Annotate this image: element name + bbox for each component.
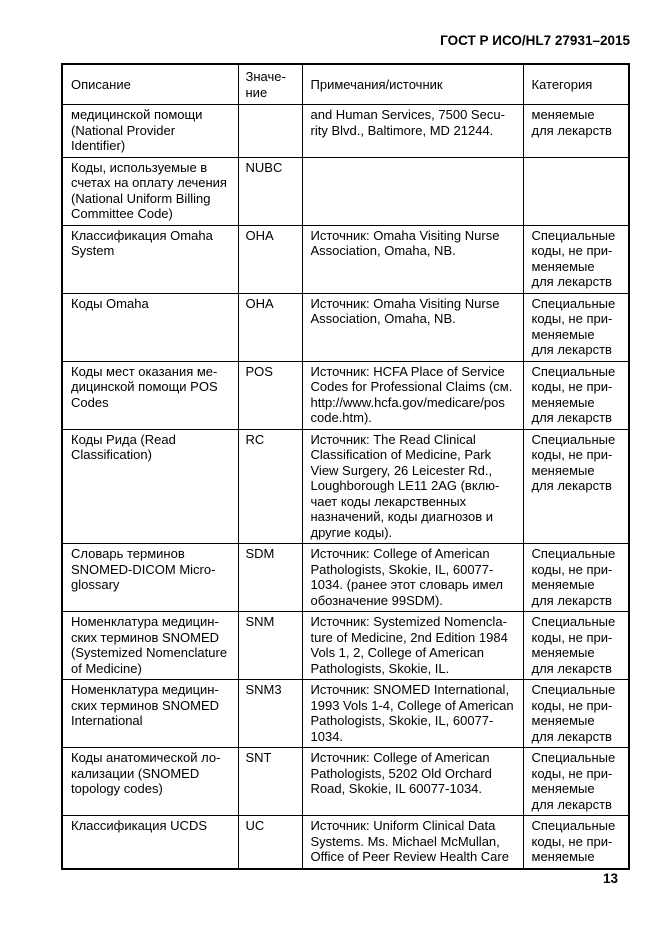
cell-description: Коды Omaha: [62, 293, 238, 361]
cell-value: SNT: [238, 748, 302, 816]
cell-notes: Источник: SNOMED International, 1993 Vols 1-4, College of American Pathologists, Skokie, IL, 60077-1034.: [302, 680, 523, 748]
page-number: 13: [602, 871, 618, 886]
cell-value: POS: [238, 361, 302, 429]
cell-notes: Источник: Omaha Visiting Nurse Association, Omaha, NB.: [302, 225, 523, 293]
cell-notes: Источник: Uniform Clinical Data Systems. Ms. Michael McMullan, Office of Peer Review Health Care: [302, 816, 523, 869]
cell-notes: Источник: The Read Clinical Classification of Medicine, Park View Surgery, 26 Leicester Rd., Loughborough LE11 2AG (включает коды лекарственных назначений, коды диагнозов и другие коды).: [302, 429, 523, 544]
cell-value: SDM: [238, 544, 302, 612]
cell-description: Коды мест оказания медицинской помощи POS Codes: [62, 361, 238, 429]
cell-notes: Источник: College of American Pathologists, Skokie, IL, 60077-1034. (ранее этот словарь имел обозначение 99SDM).: [302, 544, 523, 612]
table-row: [62, 157, 629, 225]
table-row: [62, 105, 629, 158]
cell-description: Номенклатура медицинских терминов SNOMED (Systemized Nomenclature of Medicine): [62, 612, 238, 680]
cell-value: SNM: [238, 612, 302, 680]
cell-description: Классификация UCDS: [62, 816, 238, 869]
table-row: [62, 680, 629, 748]
cell-value: [238, 105, 302, 158]
table-row: [62, 748, 629, 816]
col-header-description: Описание: [62, 64, 238, 105]
document-header-title: ГОСТ Р ИСО/HL7 27931–2015: [440, 33, 630, 48]
cell-value: RC: [238, 429, 302, 544]
cell-category: Специальные коды, не применяемые для лекарств: [523, 361, 629, 429]
cell-value: OHA: [238, 225, 302, 293]
cell-value: NUBC: [238, 157, 302, 225]
table-row: [62, 612, 629, 680]
coding-systems-table: [61, 63, 630, 870]
table-row: [62, 429, 629, 544]
cell-notes: Источник: College of American Pathologists, 5202 Old Orchard Road, Skokie, IL 60077-1034.: [302, 748, 523, 816]
table-row: [62, 544, 629, 612]
cell-category: Специальные коды, не применяемые для лекарств: [523, 544, 629, 612]
cell-description: Номенклатура медицинских терминов SNOMED International: [62, 680, 238, 748]
cell-description: Словарь терминов SNOMED-DICOM Microglossary: [62, 544, 238, 612]
cell-description: медицинской помощи (National Provider Identifier): [62, 105, 238, 158]
cell-description: Коды анатомической локализации (SNOMED topology codes): [62, 748, 238, 816]
cell-category: Специальные коды, не применяемые для лекарств: [523, 680, 629, 748]
cell-notes: Источник: HCFA Place of Service Codes for Professional Claims (см. http://www.hcfa.gov/medicare/pos​code.htm).: [302, 361, 523, 429]
cell-category: Специальные коды, не применяемые для лекарств: [523, 225, 629, 293]
table-row: [62, 816, 629, 869]
cell-description: Коды Рида (Read Classification): [62, 429, 238, 544]
cell-notes: Источник: Omaha Visiting Nurse Association, Omaha, NB.: [302, 293, 523, 361]
col-header-value: Значение: [238, 64, 302, 105]
cell-category: Специальные коды, не применяемые для лекарств: [523, 293, 629, 361]
table-row: [62, 293, 629, 361]
cell-value: OHA: [238, 293, 302, 361]
cell-notes: and Human Services, 7500 Security Blvd., Baltimore, MD 21244.: [302, 105, 523, 158]
cell-notes: Источник: Systemized Nomenclature of Medicine, 2nd Edition 1984 Vols 1, 2, College of American Pathologists, Skokie, IL.: [302, 612, 523, 680]
cell-description: Классификация Omaha System: [62, 225, 238, 293]
cell-notes: [302, 157, 523, 225]
col-header-notes: Примечания/источник: [302, 64, 523, 105]
table-header-row: [62, 64, 629, 105]
table-row: [62, 361, 629, 429]
cell-category: меняемые для лекарств: [523, 105, 629, 158]
cell-category: Специальные коды, не применяемые для лекарств: [523, 748, 629, 816]
table-row: [62, 225, 629, 293]
cell-category: [523, 157, 629, 225]
cell-value: SNM3: [238, 680, 302, 748]
cell-category: Специальные коды, не применяемые: [523, 816, 629, 869]
cell-category: Специальные коды, не применяемые для лекарств: [523, 612, 629, 680]
cell-description: Коды, используемые в счетах на оплату лечения (National Uniform Billing Committee Code): [62, 157, 238, 225]
cell-value: UC: [238, 816, 302, 869]
col-header-category: Категория: [523, 64, 629, 105]
cell-category: Специальные коды, не применяемые для лекарств: [523, 429, 629, 544]
